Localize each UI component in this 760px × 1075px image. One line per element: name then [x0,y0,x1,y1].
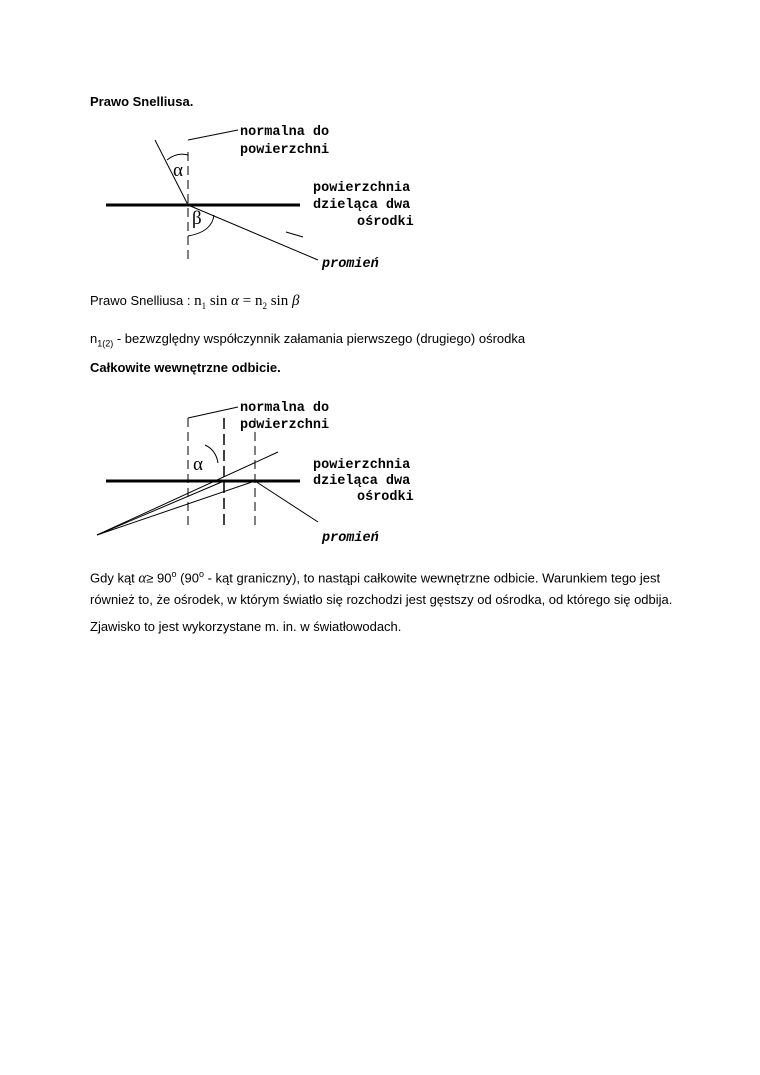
refracted-ray [188,205,318,260]
ray-label-leader [286,232,303,237]
total-reflection-heading: Całkowite wewnętrzne odbicie. [90,360,281,375]
snell-law-label: Prawo Snelliusa : [90,293,191,308]
surface-label-line2: dzieląca dwa [313,198,411,213]
fiber-optics-paragraph: Zjawisko to jest wykorzystane m. in. w światłowodach. [90,619,402,634]
alpha-symbol: α [193,454,203,475]
ray-3 [97,481,255,535]
ray-2 [97,481,224,535]
snell-formula: $n_1$ $\sin \alpha = n_2$ sin β [194,293,300,311]
normal-leader-line [188,407,238,418]
surface-label-line3: ośrodki [357,215,414,230]
normal-label-line1: normalna do [240,125,330,140]
normal-label-line2: powierzchni [240,143,330,158]
snell-law-line [90,290,680,317]
total-reflection-diagram [0,390,760,550]
snell-law-heading: Prawo Snelliusa. [90,94,194,109]
normal-label-line1: normalna do [240,401,330,416]
normal-leader-line [188,130,238,140]
ray-label: promień [322,257,379,272]
alpha-symbol: α [173,160,183,181]
reflected-ray [255,481,318,522]
beta-symbol: β [192,208,202,229]
ray-label: promień [322,531,379,546]
alpha-arc [205,445,218,463]
normal-label-line2: powierzchni [240,418,330,433]
surface-label-line1: powierzchnia [313,458,411,473]
surface-label-line2: dzieląca dwa [313,474,411,489]
total-reflection-paragraph: Gdy kąt $\alpha\ge 90^o$ (90$^o$ - kąt graniczny), to nastąpi całkowite wewnętrzne odbicie. Warunkiem tego jest również to, że ośrodek, w którym światło się rozchodzi jest gęstszy od ośrodka, od którego się odbija. [90,569,673,608]
surface-label-line3: ośrodki [357,490,414,505]
coefficient-definition: $n_{1(2)}$ - bezwzględny współczynnik załamania pierwszego (drugiego) ośrodka [90,331,526,349]
surface-label-line1: powierzchnia [313,181,411,196]
refraction-diagram [0,118,760,278]
incident-ray [155,140,188,205]
